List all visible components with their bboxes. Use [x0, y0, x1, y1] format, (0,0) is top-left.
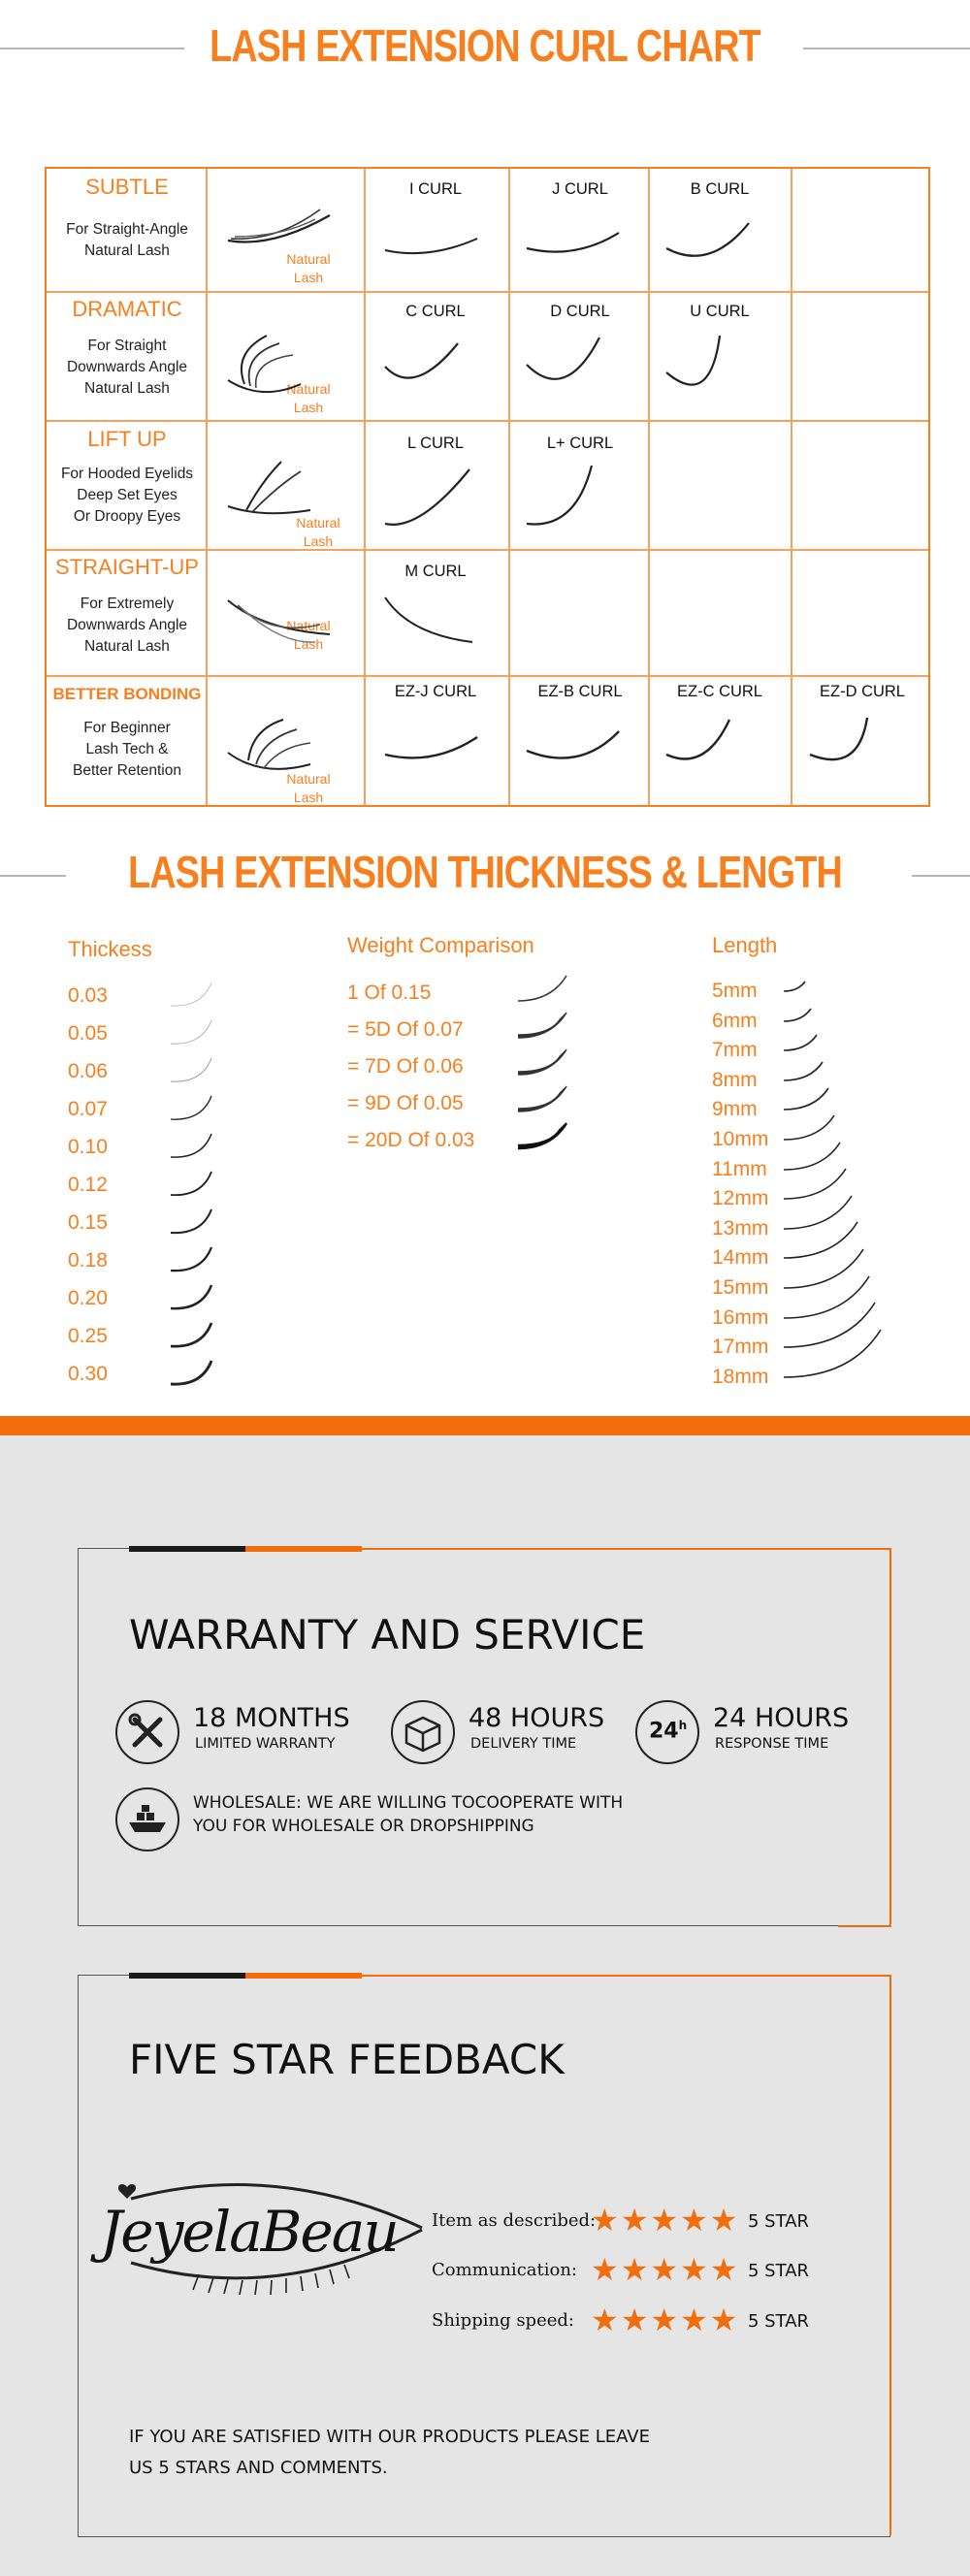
- length-value: 15mm: [712, 1276, 769, 1299]
- weight-value: 1 Of 0.15: [347, 982, 432, 1004]
- ez-c-curl-shape: [662, 716, 768, 774]
- weight-lash-sample: [514, 1009, 576, 1044]
- curl-label-d: D CURL: [550, 303, 610, 320]
- u-curl-shape: [662, 330, 768, 403]
- thickness-lash-sample: [167, 1016, 225, 1049]
- natural-lash-illustration: [223, 576, 340, 654]
- natural-lash-illustration: [223, 198, 340, 256]
- weight-lash-sample: [514, 972, 576, 1007]
- m-curl-shape: [380, 586, 487, 654]
- star-rating: ★★★★★: [591, 2302, 740, 2337]
- curl-label-b: B CURL: [690, 180, 750, 198]
- warranty-months: 18 MONTHS: [193, 1703, 350, 1733]
- feedback-card: [78, 1975, 890, 2537]
- weight-header: Weight Comparison: [347, 933, 534, 957]
- curl-chart-table: [45, 167, 930, 807]
- rating-value: 5 STAR: [748, 2311, 810, 2332]
- thickness-lash-sample: [167, 1130, 225, 1163]
- ez-d-curl-shape: [805, 714, 912, 776]
- warranty-title: WARRANTY AND SERVICE: [129, 1611, 646, 1658]
- weight-lash-sample: [514, 1046, 576, 1080]
- length-header: Length: [712, 933, 778, 957]
- warranty-months-caption: LIMITED WARRANTY: [195, 1736, 336, 1752]
- ship-icon: [115, 1787, 179, 1852]
- thickness-lash-sample: [167, 1319, 225, 1352]
- natural-lash-illustration: [223, 314, 340, 402]
- delivery-hours: 48 HOURS: [469, 1703, 605, 1733]
- weight-value: = 20D Of 0.03: [347, 1129, 475, 1151]
- thickness-value: 0.05: [68, 1022, 108, 1045]
- thickness-value: 0.07: [68, 1098, 108, 1120]
- natural-lash-illustration: [223, 442, 340, 530]
- thickness-lash-sample: [167, 979, 225, 1012]
- orange-divider-band: [0, 1416, 970, 1435]
- curl-label-j: J CURL: [552, 180, 608, 198]
- rating-label: Shipping speed:: [432, 2310, 574, 2331]
- category-lift-up: LIFT UP: [87, 427, 167, 451]
- thickness-length-title: LASH EXTENSION THICKNESS & LENGTH: [128, 847, 842, 897]
- weight-lash-sample: [514, 1082, 576, 1117]
- ez-b-curl-shape: [522, 725, 629, 770]
- thickness-value: 0.03: [68, 984, 108, 1007]
- category-dramatic: DRAMATIC: [72, 297, 182, 321]
- thickness-value: 0.30: [68, 1363, 108, 1385]
- j-curl-shape: [522, 227, 629, 260]
- weight-value: = 7D Of 0.06: [347, 1055, 464, 1078]
- wholesale-note: WHOLESALE: WE ARE WILLING TOCOOPERATE WITH YOU FOR WHOLESALE OR DROPSHIPPING: [193, 1793, 624, 1836]
- curl-label-l: L CURL: [406, 435, 465, 452]
- weight-value: = 9D Of 0.05: [347, 1092, 464, 1114]
- length-value: 14mm: [712, 1246, 769, 1270]
- length-value: 8mm: [712, 1068, 758, 1091]
- curl-label-ez-c: EZ-C CURL: [676, 683, 762, 700]
- thickness-lash-sample: [167, 1092, 225, 1125]
- category-desc: For Straight Downwards Angle Natural Lash: [66, 338, 188, 397]
- length-value: 7mm: [712, 1039, 758, 1062]
- curl-label-ez-j: EZ-J CURL: [394, 683, 477, 700]
- length-value: 10mm: [712, 1128, 769, 1150]
- title-rule-right: [912, 875, 970, 877]
- curl-label-l-plus: L+ CURL: [546, 435, 614, 452]
- curl-label-u: U CURL: [690, 303, 750, 320]
- star-rating: ★★★★★: [591, 2252, 740, 2287]
- length-value: 13mm: [712, 1216, 769, 1240]
- curl-label-ez-d: EZ-D CURL: [819, 683, 905, 700]
- thickness-value: 0.18: [68, 1249, 108, 1272]
- thickness-lash-sample: [167, 1243, 225, 1276]
- length-value: 9mm: [712, 1098, 758, 1121]
- natural-lash-label: Natural Lash: [286, 381, 331, 415]
- natural-lash-illustration: [223, 700, 340, 788]
- curl-label-m: M CURL: [404, 563, 467, 580]
- length-value: 12mm: [712, 1187, 769, 1210]
- natural-lash-label: Natural Lash: [286, 771, 331, 805]
- thickness-value: 0.20: [68, 1287, 108, 1309]
- length-value: 16mm: [712, 1305, 769, 1329]
- category-straight-up: STRAIGHT-UP: [55, 555, 199, 579]
- length-value: 11mm: [712, 1157, 767, 1180]
- curl-label-i: I CURL: [408, 180, 463, 198]
- category-subtle: SUBTLE: [85, 175, 169, 199]
- length-lash-sample: [782, 1060, 832, 1082]
- warranty-card: [78, 1548, 890, 1926]
- box-icon: [391, 1700, 455, 1764]
- length-value: 5mm: [712, 980, 758, 1002]
- curl-label-ez-b: EZ-B CURL: [537, 683, 623, 700]
- thickness-header: Thickess: [68, 937, 152, 961]
- l-curl-shape: [380, 456, 487, 543]
- ez-j-curl-shape: [380, 731, 487, 770]
- d-curl-shape: [522, 330, 629, 402]
- response-caption: RESPONSE TIME: [715, 1736, 829, 1752]
- b-curl-shape: [662, 217, 768, 260]
- thickness-value: 0.10: [68, 1136, 108, 1158]
- length-value: 17mm: [712, 1336, 769, 1359]
- title-rule-left: [0, 875, 66, 877]
- i-curl-shape: [380, 231, 487, 260]
- delivery-caption: DELIVERY TIME: [470, 1736, 577, 1752]
- thickness-value: 0.25: [68, 1325, 108, 1347]
- natural-lash-label: Natural Lash: [286, 618, 331, 652]
- length-lash-sample: [782, 1033, 826, 1052]
- brand-logo: JeyelaBeau: [92, 2170, 461, 2296]
- thickness-lash-sample: [167, 1281, 225, 1314]
- category-desc: For Hooded Eyelids Deep Set Eyes Or Droopy Eyes: [60, 466, 194, 525]
- length-lash-sample: [782, 1113, 844, 1142]
- support-24h-icon: 24$^h$: [635, 1700, 699, 1764]
- category-better-bonding: BETTER BONDING: [52, 685, 202, 703]
- curl-label-c: C CURL: [405, 303, 466, 320]
- rating-value: 5 STAR: [748, 2211, 810, 2232]
- category-desc: For Straight-Angle Natural Lash: [66, 221, 188, 259]
- category-desc: For Beginner Lash Tech & Better Retention: [72, 720, 181, 779]
- length-lash-sample: [782, 980, 815, 993]
- natural-lash-label: Natural Lash: [286, 251, 331, 285]
- length-value: 18mm: [712, 1365, 769, 1388]
- weight-value: = 5D Of 0.07: [347, 1018, 464, 1041]
- star-rating: ★★★★★: [591, 2203, 740, 2238]
- rating-label: Item as described:: [432, 2210, 597, 2231]
- c-curl-shape: [380, 332, 487, 400]
- length-lash-sample: [782, 1328, 890, 1379]
- thickness-lash-sample: [167, 1357, 225, 1390]
- weight-lash-sample: [514, 1119, 576, 1154]
- natural-lash-label: Natural Lash: [296, 515, 340, 549]
- thickness-lash-sample: [167, 1168, 225, 1201]
- category-desc: For Extremely Downwards Angle Natural Lash: [66, 596, 188, 655]
- thickness-lash-sample: [167, 1054, 225, 1087]
- response-hours: 24 HOURS: [713, 1703, 850, 1733]
- l-plus-curl-shape: [522, 454, 629, 541]
- tools-icon: [115, 1700, 179, 1764]
- rating-label: Communication:: [432, 2260, 577, 2280]
- curl-chart-title: LASH EXTENSION CURL CHART: [210, 20, 760, 71]
- length-lash-sample: [782, 1086, 838, 1111]
- feedback-title: FIVE STAR FEEDBACK: [129, 2036, 565, 2083]
- rating-value: 5 STAR: [748, 2261, 810, 2281]
- thickness-lash-sample: [167, 1206, 225, 1239]
- thickness-value: 0.06: [68, 1060, 108, 1082]
- length-value: 6mm: [712, 1009, 758, 1032]
- thickness-value: 0.15: [68, 1211, 108, 1234]
- length-lash-sample: [782, 1007, 821, 1023]
- feedback-note: IF YOU ARE SATISFIED WITH OUR PRODUCTS PLEASE LEAVE US 5 STARS AND COMMENTS.: [129, 2427, 650, 2478]
- thickness-value: 0.12: [68, 1174, 108, 1196]
